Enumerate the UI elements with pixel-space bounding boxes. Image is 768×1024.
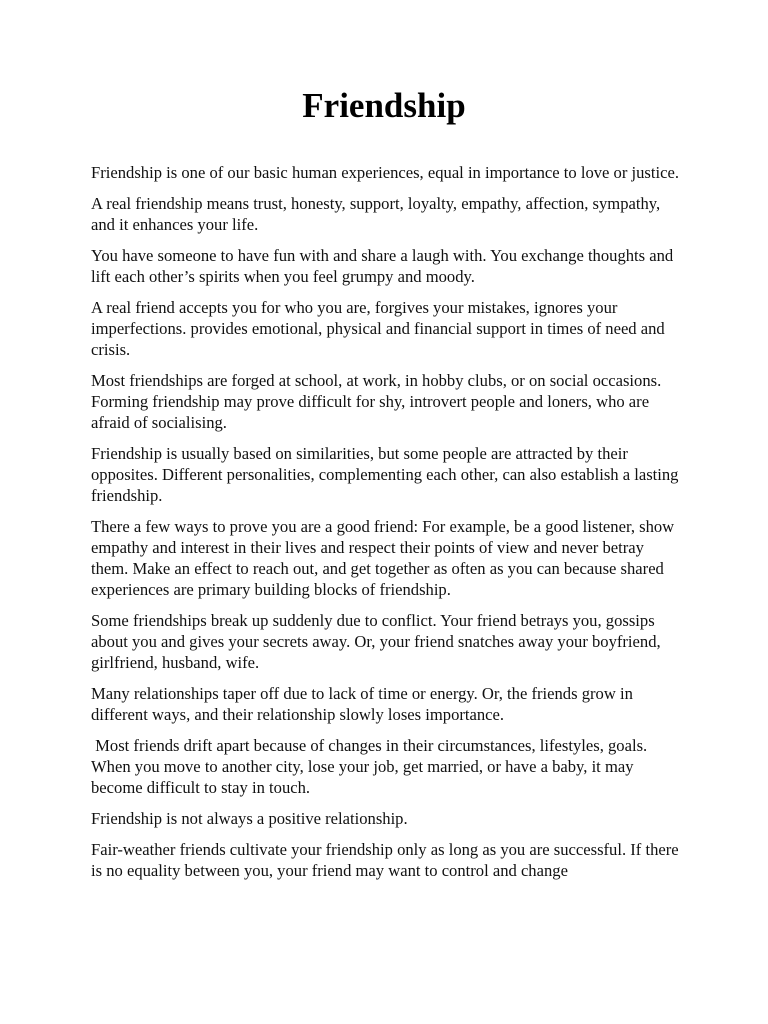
paragraph: A real friend accepts you for who you are, forgives your mistakes, ignores your imperfections. provides emotional, physical and financial support in times of need and crisis. [91,298,669,359]
paragraph: Fair-weather friends cultivate your friendship only as long as you are successful. If there is no equality between you, your friend may want to control and change [91,840,683,880]
document-body [91,162,683,891]
paragraph: Most friends drift apart because of changes in their circumstances, lifestyles, goals. When you move to another city, lose your job, get married, or have a baby, it may become difficult to stay in touch. [91,736,652,797]
paragraph: Friendship is usually based on similarities, but some people are attracted by their opposites. Different personalities, complementing each other, can also establish a lasting friendship. [91,444,683,505]
page-title: Friendship [302,86,466,125]
paragraph: Most friendships are forged at school, at work, in hobby clubs, or on social occasions. Forming friendship may prove difficult for shy, introvert people and loners, who are afraid of socialising. [91,371,666,432]
paragraph: Many relationships taper off due to lack of time or energy. Or, the friends grow in different ways, and their relationship slowly loses importance. [91,684,638,724]
paragraph: A real friendship means trust, honesty, support, loyalty, empathy, affection, sympathy, and it enhances your life. [91,194,665,234]
paragraph: Friendship is one of our basic human experiences, equal in importance to love or justice. [91,163,679,182]
paragraph: There a few ways to prove you are a good friend: For example, be a good listener, show empathy and interest in their lives and respect their points of view and never betray them. Make an effect to reach out, and get together as often as you can because shared experiences are primary building blocks of friendship. [91,517,679,599]
paragraph: Friendship is not always a positive relationship. [91,809,408,828]
paragraph: Some friendships break up suddenly due to conflict. Your friend betrays you, gossips about you and gives your secrets away. Or, your friend snatches away your boyfriend, girlfriend, husband, wife. [91,611,665,672]
paragraph: You have someone to have fun with and share a laugh with. You exchange thoughts and lift each other’s spirits when you feel grumpy and moody. [91,246,678,286]
